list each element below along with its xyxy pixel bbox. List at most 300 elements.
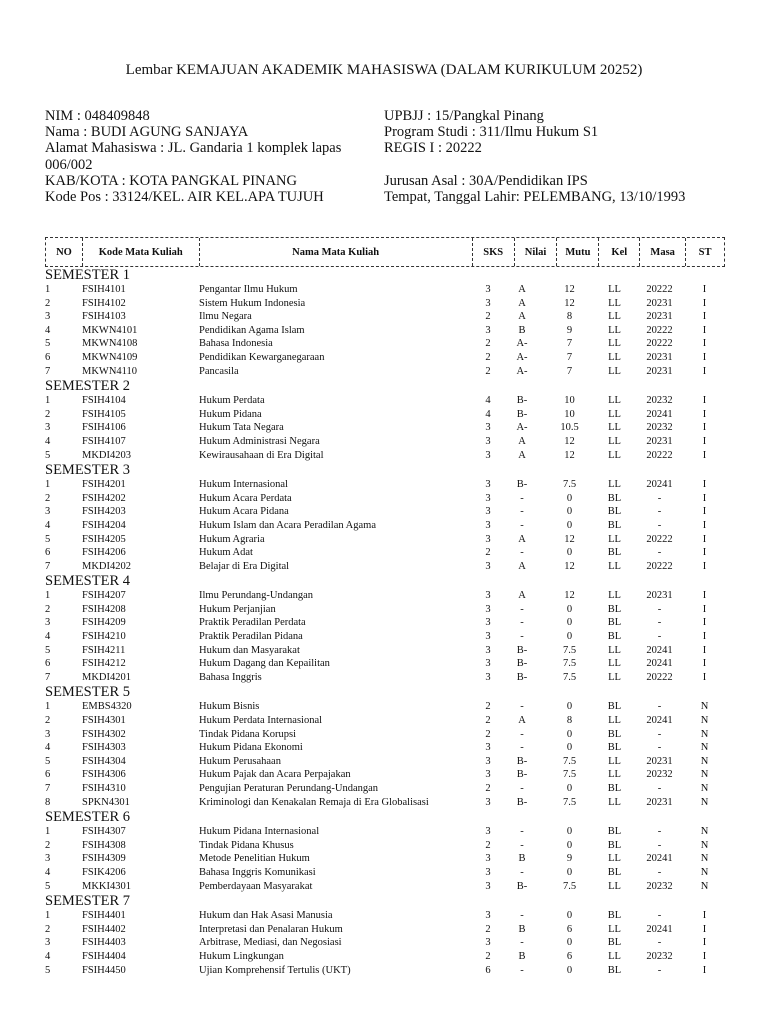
period-value: 20232	[646, 950, 673, 962]
quality-value: 0	[566, 910, 573, 922]
quality-value: 7.5	[562, 769, 577, 781]
row-number: 2	[45, 923, 51, 935]
course-name: Hukum Administrasi Negara	[199, 435, 320, 447]
grade-value: A	[518, 533, 526, 545]
course-code: FSIH4307	[82, 826, 126, 838]
period-value: 20222	[646, 324, 673, 336]
status-value: I	[702, 644, 707, 656]
status-value: N	[700, 769, 709, 781]
row-number: 4	[45, 742, 51, 754]
table-row	[45, 936, 735, 950]
grade-value: -	[520, 826, 524, 838]
period-value: -	[657, 519, 662, 531]
group-value: LL	[608, 365, 621, 377]
group-value: BL	[607, 492, 622, 504]
row-number: 3	[45, 728, 51, 740]
status-value: I	[702, 479, 707, 491]
status-value: I	[702, 658, 707, 670]
group-value: LL	[608, 408, 621, 420]
sks-value: 3	[485, 479, 491, 491]
course-name: Hukum Perdata Internasional	[199, 715, 323, 727]
status-value: I	[702, 449, 707, 461]
course-name: Hukum Internasional	[199, 479, 288, 491]
period-value: 20241	[646, 853, 673, 865]
course-code: FSIH4301	[82, 715, 126, 727]
grade-value: -	[520, 519, 524, 531]
quality-value: 7.5	[562, 796, 577, 808]
sks-value: 3	[485, 755, 491, 767]
group-value: LL	[608, 395, 621, 407]
table-row	[45, 728, 735, 742]
course-code: FSIH4310	[82, 783, 126, 794]
grade-value: -	[520, 492, 524, 504]
quality-value: 0	[566, 492, 573, 504]
grade-value: B	[518, 950, 526, 962]
course-code: FSIH4209	[82, 617, 126, 629]
row-number: 5	[45, 338, 51, 350]
grade-value: -	[520, 547, 524, 559]
course-code: FSIH4206	[82, 547, 126, 559]
semester-heading: SEMESTER 4	[45, 573, 130, 590]
course-name: Kewirausahaan di Era Digital	[199, 449, 324, 461]
status-value: I	[702, 435, 707, 447]
table-row	[45, 909, 735, 923]
semester-heading: SEMESTER 6	[45, 809, 130, 826]
group-value: LL	[608, 284, 621, 295]
sks-value: 2	[485, 783, 491, 794]
sks-value: 4	[485, 395, 491, 407]
course-code: FSIH4207	[82, 590, 126, 602]
quality-value: 0	[566, 742, 573, 754]
group-value: BL	[607, 631, 622, 643]
period-value: -	[657, 964, 662, 976]
sks-value: 3	[485, 590, 491, 602]
status-value: N	[700, 728, 709, 740]
row-number: 2	[45, 839, 51, 851]
postal-code-field: Kode Pos : 33124/KEL. AIR KEL.APA TUJUH	[45, 188, 324, 205]
course-code: SPKN4301	[82, 796, 130, 808]
quality-value: 9	[566, 324, 573, 336]
quality-value: 7	[566, 338, 573, 350]
table-row	[45, 616, 735, 630]
header-grade: Nilai	[515, 238, 558, 266]
study-program-field: Program Studi : 311/Ilmu Hukum S1	[384, 124, 599, 141]
period-value: -	[657, 866, 662, 878]
row-number: 5	[45, 880, 51, 892]
course-code: FSIH4302	[82, 728, 126, 740]
table-row	[45, 644, 735, 658]
group-value: LL	[608, 479, 621, 491]
period-value: -	[657, 492, 662, 504]
sks-value: 2	[485, 728, 491, 740]
status-value: I	[702, 492, 707, 504]
course-name: Pengujian Peraturan Perundang-Undangan	[199, 783, 379, 794]
table-row	[45, 546, 735, 560]
course-code: FSIH4201	[82, 479, 126, 491]
student-info-left	[45, 108, 341, 205]
status-value: I	[702, 351, 707, 363]
table-row	[45, 560, 735, 574]
course-name: Hukum Pajak dan Acara Perpajakan	[199, 769, 351, 781]
row-number: 2	[45, 715, 51, 727]
course-code: MKDI4202	[82, 560, 131, 572]
course-name: Hukum Adat	[199, 547, 253, 559]
status-value: I	[702, 590, 707, 602]
sks-value: 3	[485, 506, 491, 518]
table-row	[45, 671, 735, 685]
grade-value: -	[520, 631, 524, 643]
course-name: Pendidikan Kewarganegaraan	[199, 351, 325, 363]
table-row	[45, 351, 735, 365]
header-status: ST	[698, 246, 712, 258]
table-row	[45, 435, 735, 449]
course-code: FSIH4106	[82, 422, 126, 434]
group-value: LL	[608, 853, 621, 865]
period-value: -	[657, 603, 662, 615]
period-value: -	[657, 910, 662, 922]
sks-value: 3	[485, 284, 491, 295]
period-value: 20231	[646, 590, 673, 602]
group-value: LL	[608, 311, 621, 323]
sks-value: 3	[485, 617, 491, 629]
table-row	[45, 825, 735, 839]
sks-value: 3	[485, 422, 491, 434]
row-number: 2	[45, 492, 51, 504]
quality-value: 0	[566, 964, 573, 976]
address-continued-field: 006/002	[45, 156, 93, 173]
row-number: 7	[45, 560, 51, 572]
row-number: 5	[45, 964, 51, 976]
row-number: 7	[45, 671, 51, 683]
course-code: FSIH4309	[82, 853, 126, 865]
quality-value: 7.5	[562, 671, 577, 683]
period-value: 20232	[646, 880, 673, 892]
row-number: 8	[45, 796, 51, 808]
semester-heading: SEMESTER 3	[45, 462, 130, 479]
quality-value: 8	[566, 311, 573, 323]
table-row	[45, 337, 735, 351]
course-name: Hukum Agraria	[199, 533, 265, 545]
row-number: 7	[45, 365, 51, 377]
header-course-code: Kode Mata Kuliah	[83, 238, 200, 266]
grade-value: B-	[516, 796, 528, 808]
status-value: N	[700, 755, 709, 767]
grade-value: A-	[516, 338, 528, 350]
period-value: -	[657, 742, 662, 754]
row-number: 1	[45, 590, 51, 602]
grade-value: A	[518, 435, 526, 447]
status-value: N	[700, 783, 709, 794]
row-number: 2	[45, 408, 51, 420]
grade-value: -	[520, 742, 524, 754]
status-value: N	[700, 715, 709, 727]
grade-value: A	[518, 590, 526, 602]
quality-value: 12	[564, 560, 575, 572]
table-row	[45, 505, 735, 519]
quality-value: 6	[566, 923, 573, 935]
table-row	[45, 714, 735, 728]
course-name: Pancasila	[199, 365, 239, 377]
course-name: Arbitrase, Mediasi, dan Negosiasi	[199, 937, 342, 949]
page-title: Lembar KEMAJUAN AKADEMIK MAHASISWA (DALAM KURIKULUM 20252)	[125, 62, 643, 78]
sks-value: 2	[485, 338, 491, 350]
group-value: LL	[608, 297, 621, 309]
grade-value: B	[518, 923, 526, 935]
grade-value: B-	[516, 880, 528, 892]
course-name: Ilmu Perundang-Undangan	[199, 590, 314, 602]
course-name: Pemberdayaan Masyarakat	[199, 880, 313, 892]
quality-value: 7.5	[562, 644, 577, 656]
group-value: BL	[607, 547, 622, 559]
status-value: N	[700, 839, 709, 851]
row-number: 1	[45, 284, 51, 295]
status-value: I	[702, 560, 707, 572]
table-row	[45, 964, 735, 978]
row-number: 1	[45, 479, 51, 491]
row-number: 3	[45, 853, 51, 865]
student-info-right	[384, 108, 685, 205]
group-value: BL	[607, 937, 622, 949]
table-row	[45, 492, 735, 506]
sks-value: 3	[485, 671, 491, 683]
table-row	[45, 408, 735, 422]
course-name: Bahasa Inggris	[199, 671, 262, 683]
grade-value: -	[520, 964, 524, 976]
period-value: 20241	[646, 658, 673, 670]
status-value: I	[702, 311, 707, 323]
course-code: FSIH4101	[82, 284, 126, 295]
group-value: BL	[607, 617, 622, 629]
course-name: Bahasa Indonesia	[199, 338, 273, 350]
sks-value: 3	[485, 742, 491, 754]
row-number: 2	[45, 297, 51, 309]
quality-value: 0	[566, 519, 573, 531]
sks-value: 2	[485, 547, 491, 559]
status-value: I	[702, 533, 707, 545]
quality-value: 12	[564, 284, 575, 295]
period-value: 20222	[646, 671, 673, 683]
group-value: LL	[608, 449, 621, 461]
sks-value: 3	[485, 435, 491, 447]
period-value: 20231	[646, 311, 673, 323]
grade-value: -	[520, 603, 524, 615]
grade-value: B-	[516, 408, 528, 420]
header-period: Masa	[640, 238, 686, 266]
grade-value: A-	[516, 365, 528, 377]
period-value: -	[657, 617, 662, 629]
row-number: 3	[45, 937, 51, 949]
row-number: 6	[45, 547, 51, 559]
period-value: 20241	[646, 408, 673, 420]
status-value: I	[702, 338, 707, 350]
period-value: 20231	[646, 365, 673, 377]
row-number: 5	[45, 755, 51, 767]
group-value: LL	[608, 435, 621, 447]
period-value: 20241	[646, 923, 673, 935]
course-name: Praktik Peradilan Pidana	[199, 631, 303, 643]
period-value: -	[657, 506, 662, 518]
sks-value: 3	[485, 826, 491, 838]
header-no: NO	[46, 238, 83, 266]
row-number: 5	[45, 533, 51, 545]
course-code: FSIH4404	[82, 950, 126, 962]
grade-value: -	[520, 728, 524, 740]
quality-value: 12	[564, 590, 575, 602]
table-row	[45, 478, 735, 492]
course-code: FSIH4208	[82, 603, 126, 615]
course-code: FSIH4102	[82, 297, 126, 309]
status-value: I	[702, 923, 707, 935]
quality-value: 7	[566, 365, 573, 377]
semester-heading: SEMESTER 5	[45, 684, 130, 701]
sks-value: 2	[485, 923, 491, 935]
grade-value: B-	[516, 769, 528, 781]
period-value: -	[657, 728, 662, 740]
sks-value: 3	[485, 769, 491, 781]
table-row	[45, 741, 735, 755]
table-row	[45, 365, 735, 379]
table-row	[45, 880, 735, 894]
row-number: 3	[45, 311, 51, 323]
grade-value: A	[518, 311, 526, 323]
course-code: MKDI4201	[82, 671, 131, 683]
group-value: LL	[608, 923, 621, 935]
table-row	[45, 768, 735, 782]
group-value: BL	[607, 866, 622, 878]
group-value: BL	[607, 783, 622, 794]
sks-value: 3	[485, 910, 491, 922]
table-row	[45, 950, 735, 964]
period-value: 20232	[646, 769, 673, 781]
quality-value: 0	[566, 728, 573, 740]
table-row	[45, 519, 735, 533]
period-value: 20231	[646, 435, 673, 447]
sks-value: 6	[485, 964, 491, 976]
period-value: -	[657, 547, 662, 559]
group-value: LL	[608, 644, 621, 656]
group-value: BL	[607, 728, 622, 740]
period-value: 20222	[646, 449, 673, 461]
grade-value: A	[518, 560, 526, 572]
course-name: Hukum Dagang dan Kepailitan	[199, 658, 330, 670]
course-code: FSIH4103	[82, 311, 126, 323]
row-number: 5	[45, 644, 51, 656]
upbjj-field: UPBJJ : 15/Pangkal Pinang	[384, 108, 544, 124]
course-code: FSIH4205	[82, 533, 126, 545]
grade-value: A-	[516, 351, 528, 363]
course-code: FSIH4202	[82, 492, 126, 504]
row-number: 1	[45, 826, 51, 838]
status-value: I	[702, 422, 707, 434]
quality-value: 9	[566, 853, 573, 865]
course-code: FSIH4450	[82, 964, 126, 976]
group-value: LL	[608, 755, 621, 767]
period-value: 20231	[646, 796, 673, 808]
row-number: 6	[45, 351, 51, 363]
course-code: EMBS4320	[82, 701, 132, 713]
period-value: 20241	[646, 644, 673, 656]
row-number: 1	[45, 395, 51, 407]
row-number: 2	[45, 603, 51, 615]
group-value: LL	[608, 715, 621, 727]
table-row	[45, 700, 735, 714]
table-row	[45, 630, 735, 644]
period-value: -	[657, 826, 662, 838]
course-name: Hukum dan Masyarakat	[199, 644, 300, 656]
sks-value: 2	[485, 950, 491, 962]
sks-value: 3	[485, 880, 491, 892]
group-value: LL	[608, 950, 621, 962]
course-name: Hukum Pidana Internasional	[199, 826, 320, 838]
sks-value: 2	[485, 839, 491, 851]
quality-value: 10	[564, 408, 575, 420]
quality-value: 6	[566, 950, 573, 962]
course-code: FSIH4204	[82, 519, 126, 531]
table-row	[45, 755, 735, 769]
grade-value: B-	[516, 644, 528, 656]
course-name: Tindak Pidana Khusus	[199, 839, 294, 851]
sks-value: 3	[485, 560, 491, 572]
group-value: LL	[608, 422, 621, 434]
status-value: I	[702, 284, 707, 295]
quality-value: 0	[566, 547, 573, 559]
period-value: 20222	[646, 533, 673, 545]
course-name: Kriminologi dan Kenakalan Remaja di Era Globalisasi	[199, 796, 429, 808]
grade-value: B-	[516, 395, 528, 407]
grade-value: -	[520, 617, 524, 629]
table-row	[45, 796, 735, 810]
course-table-body	[45, 267, 735, 977]
row-number: 4	[45, 324, 51, 336]
table-row	[45, 283, 735, 297]
period-value: -	[657, 783, 662, 794]
course-name: Ilmu Negara	[199, 311, 252, 323]
row-number: 1	[45, 910, 51, 922]
period-value: 20241	[646, 479, 673, 491]
course-code: FSIH4304	[82, 755, 126, 767]
group-value: BL	[607, 506, 622, 518]
table-row	[45, 866, 735, 880]
grade-value: B-	[516, 671, 528, 683]
status-value: N	[700, 826, 709, 838]
course-name: Hukum Lingkungan	[199, 950, 284, 962]
status-value: N	[700, 853, 709, 865]
course-name: Hukum Pidana	[199, 408, 262, 420]
group-value: LL	[608, 796, 621, 808]
table-row	[45, 852, 735, 866]
course-name: Hukum Acara Perdata	[199, 492, 292, 504]
sks-value: 3	[485, 449, 491, 461]
group-value: BL	[607, 603, 622, 615]
table-header	[45, 237, 725, 267]
quality-value: 0	[566, 701, 573, 713]
group-value: BL	[607, 910, 622, 922]
period-value: 20231	[646, 351, 673, 363]
sks-value: 3	[485, 796, 491, 808]
status-value: I	[702, 950, 707, 962]
semester-heading: SEMESTER 7	[45, 893, 130, 910]
quality-value: 12	[564, 297, 575, 309]
course-name: Ujian Komprehensif Tertulis (UKT)	[199, 964, 351, 976]
quality-value: 0	[566, 617, 573, 629]
course-code: FSIH4306	[82, 769, 126, 781]
grade-value: -	[520, 839, 524, 851]
period-value: -	[657, 631, 662, 643]
grade-value: A	[518, 715, 526, 727]
sks-value: 3	[485, 866, 491, 878]
address-field: Alamat Mahasiswa : JL. Gandaria 1 komplek lapas	[45, 140, 342, 157]
period-value: 20232	[646, 422, 673, 434]
